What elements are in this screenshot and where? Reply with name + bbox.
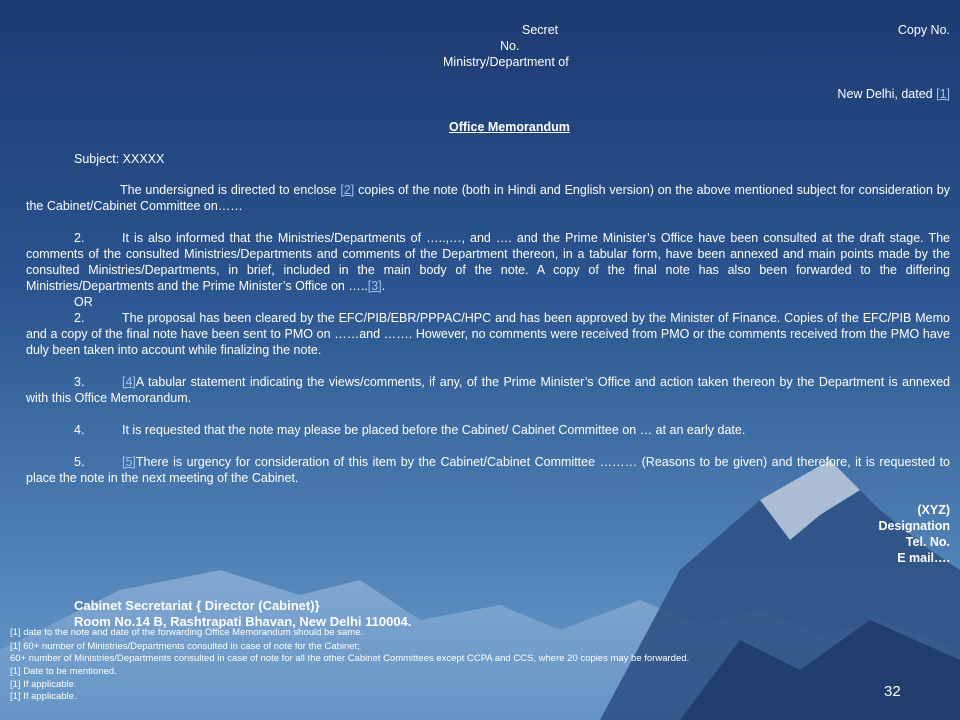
subject-line: Subject: XXXXX [74, 152, 165, 166]
copy-no-label: Copy No. [897, 23, 950, 37]
ministry-label: Ministry/Department of [443, 55, 569, 69]
footnote-ref-5[interactable]: [5] [122, 455, 136, 469]
or-label: OR [74, 295, 93, 309]
footnote-ref-4[interactable]: [4] [122, 375, 136, 389]
page-number: 32 [884, 683, 901, 700]
dated-prefix: New Delhi, dated [837, 87, 937, 101]
p2-number: 2. [74, 231, 85, 245]
footnote-6: [1] If applicable. [10, 691, 77, 702]
paragraph-5 [26, 454, 950, 486]
p2-text-b: . [381, 279, 386, 293]
footnote-2: [1] 60+ number of Ministries/Departments consulted in case of note for the Cabinet; [10, 641, 360, 652]
p5-number: 5. [74, 455, 85, 469]
signatory-tel: Tel. No. [905, 535, 950, 549]
p4-number: 4. [74, 423, 85, 437]
dated-line [837, 86, 950, 102]
p3-text: A tabular statement indicating the views/comments, if any, of the Prime Minister’s Office and action taken thereon by the Department is annexed with this Office Memorandum. [26, 375, 950, 405]
paragraph-1 [26, 182, 950, 214]
signatory-email: E mail…. [897, 551, 950, 565]
paragraph-4 [26, 422, 950, 438]
signatory-name: (XYZ) [917, 503, 950, 517]
p2alt-number: 2. [74, 311, 85, 325]
addressee-line-1: Cabinet Secretariat { Director (Cabinet)} [74, 598, 320, 613]
footnote-3: 60+ number of Ministries/Departments consulted in case of note for all the other Cabinet Committees except CCPA and CCS, where 20 copies may be forwarded. [10, 653, 690, 664]
memo-title: Office Memorandum [449, 120, 570, 134]
addressee-line-2: Room No.14 B, Rashtrapati Bhavan, New Delhi 110004. [74, 614, 412, 629]
footnote-ref-3[interactable]: [3] [367, 279, 382, 293]
paragraph-2 [26, 230, 950, 294]
footnote-1: [1] date to the note and date of the forwarding Office Memorandum should be same. [10, 627, 364, 638]
signatory-designation: Designation [878, 519, 950, 533]
p4-text: It is requested that the note may please be placed before the Cabinet/ Cabinet Committee on … at an early date. [122, 423, 746, 437]
paragraph-3 [26, 374, 950, 406]
p1-text-b: copies of the note (both in Hindi and English version) on the above mentioned subject for consideration by the Cabinet/Cabinet Committee on…… [26, 183, 950, 213]
paragraph-2-alternate [26, 310, 950, 358]
file-no-label: No. [500, 39, 520, 53]
footnote-ref-2[interactable]: [2] [340, 183, 355, 197]
footnote-4: [1] Date to be mentioned. [10, 666, 117, 677]
p3-number: 3. [74, 375, 85, 389]
p5-text: There is urgency for consideration of this item by the Cabinet/Cabinet Committee ……… (Reasons to be given) and therefore, it is requested to place the note in the next meeting of the Cabinet. [26, 455, 950, 485]
p2alt-text: The proposal has been cleared by the EFC/PIB/EBR/PPPAC/HPC and has been approved by the Minister of Finance. Copies of the EFC/PIB Memo and a copy of the final note have been sent to PMO on ……and ……. However, no comments were received from PMO or the comments received from the PMO have duly been taken into account while finalizing the note. [26, 311, 950, 357]
secret-label: Secret [522, 23, 559, 37]
footnote-5: [1] If applicable. [10, 679, 77, 690]
p2-text-a: It is also informed that the Ministries/Departments of …..,…, and …. and the Prime Minister’s Office have been consulted at the draft stage. The comments of the consulted Ministries/Departments and comments of the Department thereon, in a tabular form, have been annexed and main points made by the consulted Ministries/Departments, in brief, included in the main body of the note. A copy of the final note has also been forwarded to the differing Ministries/Departments and the Prime Minister’s Office on ….. [26, 231, 950, 293]
p1-text-a: The undersigned is directed to enclose [120, 183, 341, 197]
footnote-ref-1[interactable]: [1] [936, 87, 950, 101]
